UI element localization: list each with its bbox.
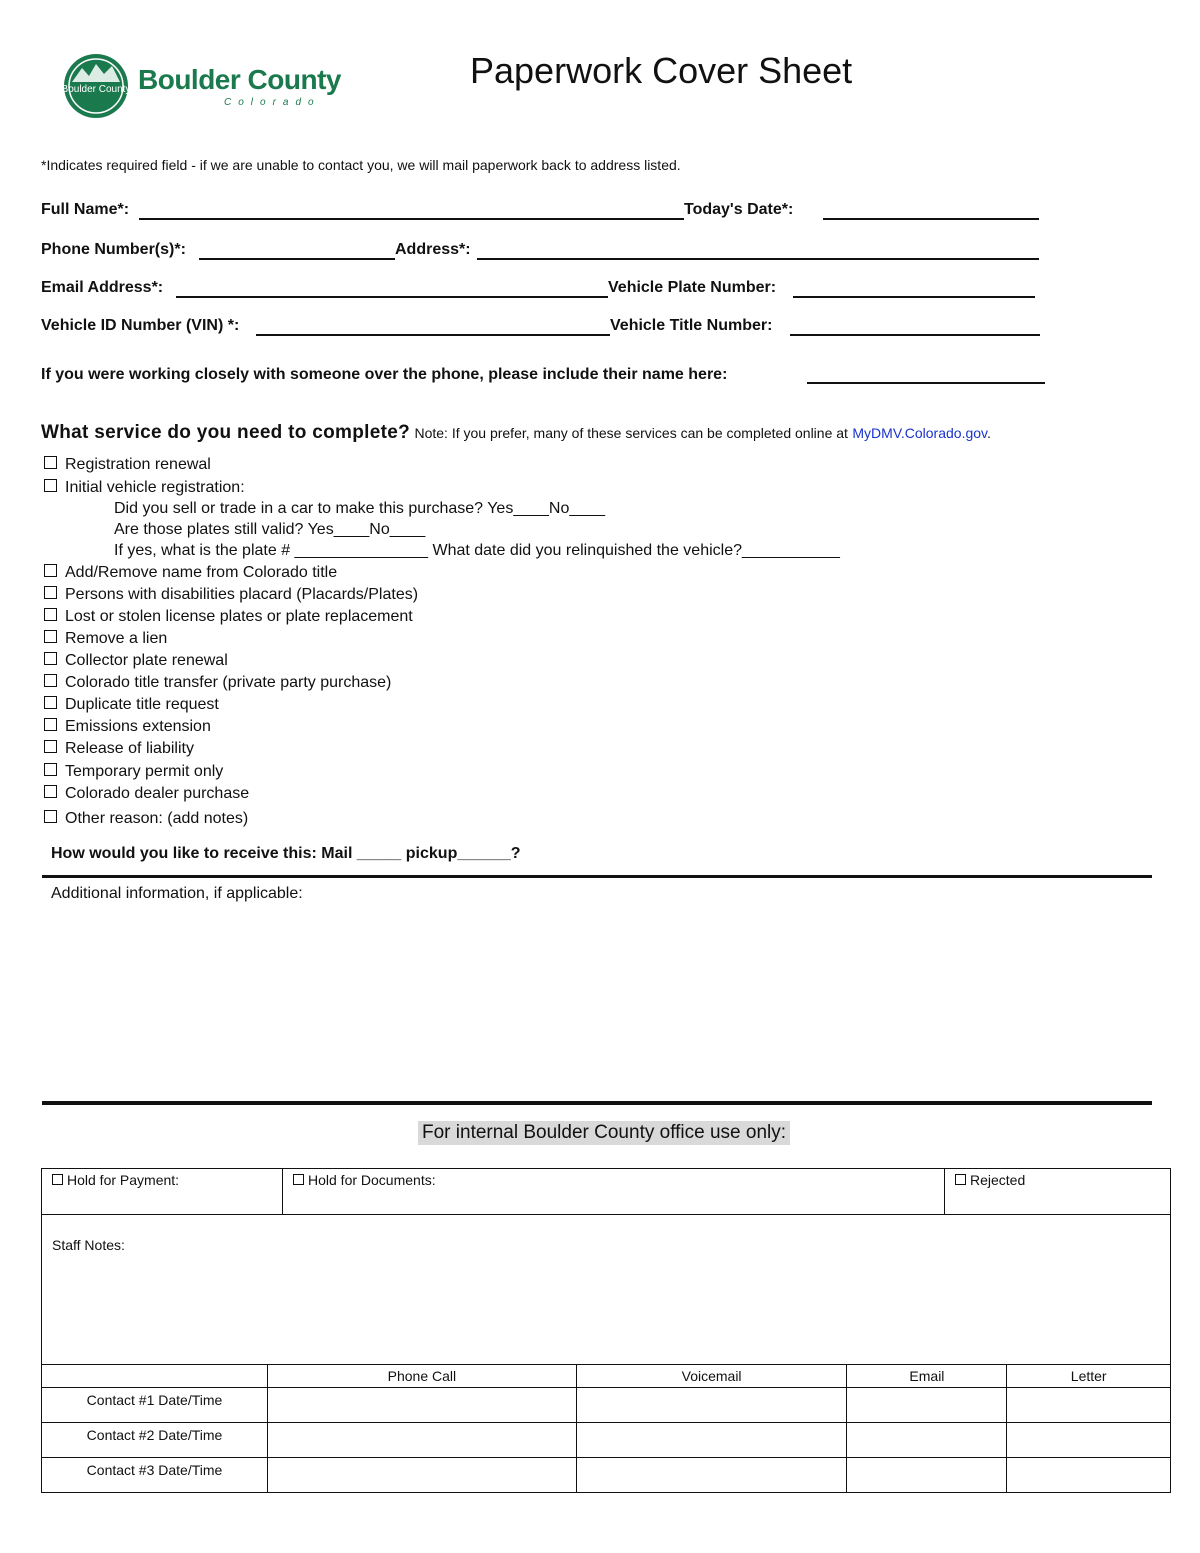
plate-line[interactable] — [793, 296, 1035, 298]
contact-1-voicemail[interactable] — [576, 1388, 847, 1423]
office-use-heading: For internal Boulder County office use only: — [418, 1121, 790, 1145]
checkbox-temporary-permit[interactable]: Temporary permit only — [44, 763, 223, 781]
email-label: Email Address*: — [41, 279, 164, 296]
col-voicemail: Voicemail — [576, 1365, 847, 1388]
address-line[interactable] — [477, 258, 1039, 260]
checkbox-emissions-extension[interactable]: Emissions extension — [44, 718, 211, 736]
checkbox-icon[interactable] — [44, 586, 57, 599]
required-note: *Indicates required field - if we are unable to contact you, we will mail paperwork back to address listed. — [41, 157, 681, 173]
full-name-line[interactable] — [139, 218, 684, 220]
staff-notes-label: Staff Notes: — [52, 1237, 125, 1253]
checkbox-icon[interactable] — [955, 1174, 966, 1185]
checkbox-icon[interactable] — [44, 630, 57, 643]
receive-method: How would you like to receive this: Mail _____ pickup______? — [51, 845, 521, 862]
phone-contact-line[interactable] — [807, 382, 1045, 384]
checkbox-icon[interactable] — [52, 1174, 63, 1185]
boulder-county-emblem-icon — [62, 52, 132, 122]
contact-log-table — [41, 1364, 1171, 1493]
contact-2-email[interactable] — [847, 1423, 1007, 1458]
full-name-label: Full Name*: — [41, 201, 130, 218]
contact-2-label: Contact #2 Date/Time — [42, 1423, 268, 1458]
hold-payment-cell[interactable]: Hold for Payment: — [42, 1169, 283, 1215]
contact-1-phone[interactable] — [268, 1388, 577, 1423]
plate-label: Vehicle Plate Number: — [608, 279, 777, 296]
col-phone-call: Phone Call — [268, 1365, 577, 1388]
contact-3-email[interactable] — [847, 1458, 1007, 1493]
contact-3-voicemail[interactable] — [576, 1458, 847, 1493]
contact-3-phone[interactable] — [268, 1458, 577, 1493]
checkbox-collector-plate[interactable]: Collector plate renewal — [44, 652, 228, 670]
checkbox-icon[interactable] — [44, 810, 57, 823]
title-number-line[interactable] — [790, 334, 1040, 336]
sub-question-sell-trade: Did you sell or trade in a car to make this purchase? Yes____No____ — [114, 500, 605, 517]
checkbox-icon[interactable] — [44, 479, 57, 492]
contact-2-letter[interactable] — [1007, 1423, 1171, 1458]
checkbox-other-reason[interactable]: Other reason: (add notes) — [44, 810, 248, 828]
checkbox-duplicate-title[interactable]: Duplicate title request — [44, 696, 219, 714]
logo-subtitle: Colorado — [224, 97, 321, 108]
checkbox-disabilities-placard[interactable]: Persons with disabilities placard (Placards/Plates) — [44, 586, 418, 604]
checkbox-icon[interactable] — [44, 652, 57, 665]
contact-1-email[interactable] — [847, 1388, 1007, 1423]
contact-3-label: Contact #3 Date/Time — [42, 1458, 268, 1493]
checkbox-icon[interactable] — [44, 763, 57, 776]
checkbox-icon[interactable] — [44, 785, 57, 798]
header-empty-cell — [42, 1365, 268, 1388]
staff-notes-cell[interactable] — [42, 1215, 1171, 1365]
checkbox-icon[interactable] — [293, 1174, 304, 1185]
vin-line[interactable] — [256, 334, 610, 336]
contact-1-label: Contact #1 Date/Time — [42, 1388, 268, 1423]
sub-question-plate-number: If yes, what is the plate # _______________ What date did you relinquished the vehicle?___________ — [114, 542, 840, 559]
checkbox-icon[interactable] — [44, 674, 57, 687]
divider-bottom — [42, 1101, 1152, 1105]
divider-top — [42, 875, 1152, 878]
checkbox-add-remove-name[interactable]: Add/Remove name from Colorado title — [44, 564, 337, 582]
checkbox-title-transfer[interactable]: Colorado title transfer (private party purchase) — [44, 674, 391, 692]
hold-documents-cell[interactable]: Hold for Documents: — [283, 1169, 945, 1215]
email-line[interactable] — [176, 296, 608, 298]
service-heading-text: What service do you need to complete? — [41, 422, 411, 443]
phone-contact-label: If you were working closely with someone over the phone, please include their name here: — [41, 366, 728, 383]
mydmv-link[interactable]: MyDMV.Colorado.gov — [852, 425, 988, 441]
service-note: Note: If you prefer, many of these services can be completed online at — [414, 425, 848, 441]
office-status-table — [41, 1168, 1171, 1365]
checkbox-registration-renewal[interactable]: Registration renewal — [44, 456, 211, 474]
page-title: Paperwork Cover Sheet — [470, 50, 853, 91]
phone-line[interactable] — [199, 258, 395, 260]
contact-2-voicemail[interactable] — [576, 1423, 847, 1458]
rejected-cell[interactable]: Rejected — [945, 1169, 1171, 1215]
checkbox-icon[interactable] — [44, 608, 57, 621]
checkbox-lost-plates[interactable]: Lost or stolen license plates or plate replacement — [44, 608, 413, 626]
checkbox-icon[interactable] — [44, 564, 57, 577]
contact-3-letter[interactable] — [1007, 1458, 1171, 1493]
service-heading: What service do you need to complete? Note: If you prefer, many of these services can be completed online at MyDMV.Colorado.gov. — [41, 422, 991, 443]
todays-date-label: Today's Date*: — [684, 201, 794, 218]
checkbox-initial-registration[interactable]: Initial vehicle registration: — [44, 479, 245, 497]
address-label: Address*: — [395, 241, 471, 258]
checkbox-icon[interactable] — [44, 456, 57, 469]
checkbox-release-liability[interactable]: Release of liability — [44, 740, 194, 758]
checkbox-remove-lien[interactable]: Remove a lien — [44, 630, 167, 648]
vin-label: Vehicle ID Number (VIN) *: — [41, 317, 240, 334]
todays-date-line[interactable] — [823, 218, 1039, 220]
phone-label: Phone Number(s)*: — [41, 241, 186, 258]
checkbox-icon[interactable] — [44, 718, 57, 731]
additional-info-label: Additional information, if applicable: — [51, 885, 303, 902]
contact-1-letter[interactable] — [1007, 1388, 1171, 1423]
sub-question-plates-valid: Are those plates still valid? Yes____No____ — [114, 521, 426, 538]
title-number-label: Vehicle Title Number: — [610, 317, 773, 334]
checkbox-icon[interactable] — [44, 696, 57, 709]
col-letter: Letter — [1007, 1365, 1171, 1388]
checkbox-icon[interactable] — [44, 740, 57, 753]
logo-name: Boulder County — [138, 64, 341, 95]
emblem-text: Boulder County — [62, 84, 131, 95]
col-email: Email — [847, 1365, 1007, 1388]
checkbox-dealer-purchase[interactable]: Colorado dealer purchase — [44, 785, 249, 803]
contact-2-phone[interactable] — [268, 1423, 577, 1458]
